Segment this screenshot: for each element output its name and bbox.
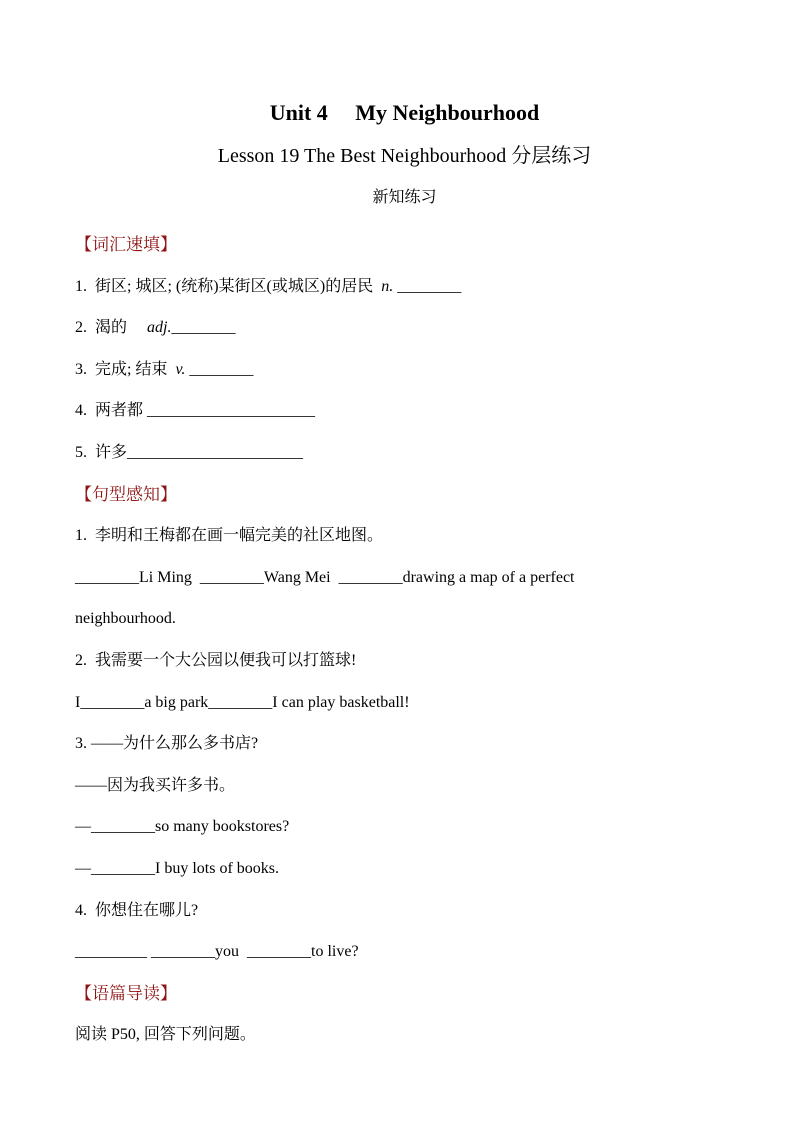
unit-title: Unit 4 My Neighbourhood [269,100,540,125]
sentence-2-english: I________a big park________I can play basketball! [75,693,410,711]
sentence-1-english-part2: neighbourhood. [75,610,176,628]
vocab-item-2 [75,307,734,349]
vocab-item-text: 1. 街区; 城区; (统称)某街区(或城区)的居民 [75,277,382,295]
reading-section-header: 【语篇导读】 [75,983,177,1003]
sentence-2-chinese: 2. 我需要一个大公园以便我可以打篮球! [75,651,357,669]
sentence-3-chinese-question: 3. ——为什么那么多书店? [75,735,259,753]
sentence-4-chinese: 4. 你想住在哪儿? [75,901,199,919]
fill-blank: _____________________ [147,402,316,420]
sentence-4-english: _________ ________you ________to live? [75,943,359,961]
sentence-3-english-question: —________so many bookstores? [75,818,290,836]
part-of-speech-label: v. [175,360,186,378]
vocab-item-1 [75,266,734,308]
lesson-title: Lesson 19 The Best Neighbourhood 分层练习 [217,145,592,167]
practice-type-label: 新知练习 [372,189,437,206]
reading-instruction: 阅读 P50, 回答下列问题。 [75,1026,256,1044]
vocab-item-4 [75,390,734,432]
vocab-item-text: 4. 两者都 [75,402,148,420]
vocab-item-text: 3. 完成; 结束 [75,360,176,378]
vocab-item-text: 5. 许多 [75,443,128,461]
sentence-section-header: 【句型感知】 [75,484,177,504]
part-of-speech-label: n. [381,277,394,295]
fill-blank: ______________________ [127,443,304,461]
vocab-item-5 [75,432,734,474]
sentence-1-chinese: 1. 李明和王梅都在画一幅完美的社区地图。 [75,527,384,545]
part-of-speech-label: adj. [147,319,172,337]
fill-blank: ________ [393,277,462,295]
vocab-item-3 [75,349,734,391]
sentence-3-chinese-answer: ——因为我买许多书。 [75,776,236,794]
fill-blank: ________ [185,360,254,378]
sentence-3-english-answer: —________I buy lots of books. [75,859,279,877]
vocab-section-header: 【词汇速填】 [75,235,177,254]
vocab-item-text: 2. 渴的 [75,319,148,337]
sentence-1-english-part1: ________Li Ming ________Wang Mei ________drawing a map of a perfect [75,568,575,586]
fill-blank: ________ [171,319,236,337]
